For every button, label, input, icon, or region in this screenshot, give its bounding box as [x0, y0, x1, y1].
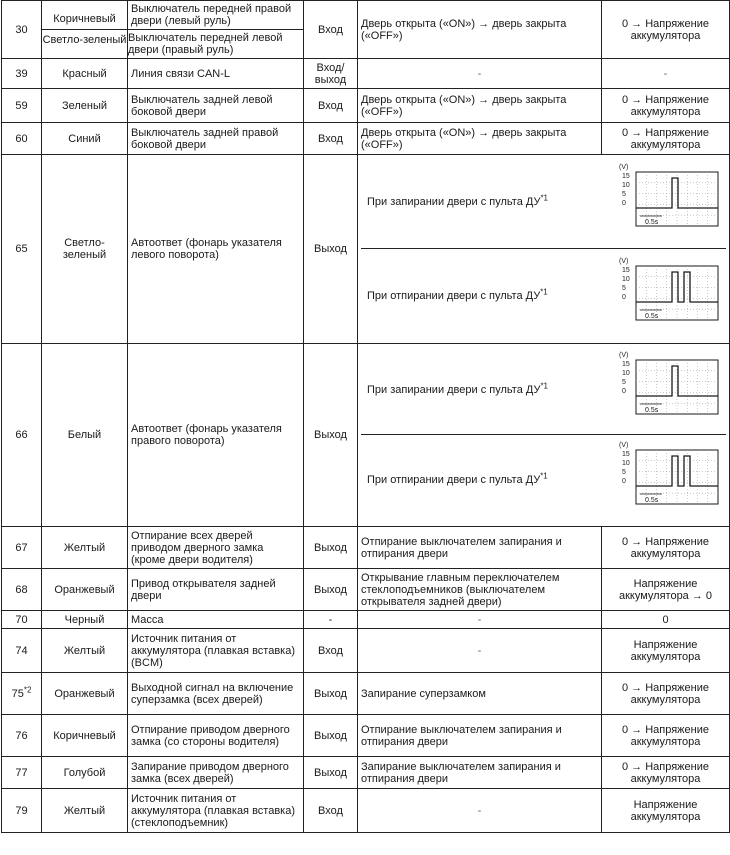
scope-tick-label: 15 — [622, 173, 630, 180]
wire-color: Желтый — [42, 789, 128, 833]
wire-color: Голубой — [42, 757, 128, 789]
pin-number: 68 — [2, 569, 42, 611]
reference-value: 0 → Напряжение аккумулятора — [602, 89, 730, 123]
table-row — [2, 123, 730, 155]
signal-direction: Выход — [304, 715, 358, 757]
wire-color: Оранжевый — [42, 569, 128, 611]
wire-color: Зеленый — [42, 89, 128, 123]
scope-tick-label: 5 — [622, 191, 626, 198]
wire-color: Коричневый — [42, 715, 128, 757]
scope-tick-label: 10 — [622, 275, 630, 283]
waveform-subrow — [361, 156, 726, 248]
wire-color-b: Светло-зеленый — [42, 29, 128, 50]
waveform-scope-icon — [618, 350, 722, 430]
pin-number: 59 — [2, 89, 42, 123]
reference-value: 0 → Напряжение аккумулятора — [602, 715, 730, 757]
table-row — [2, 673, 730, 715]
signal-direction: Вход — [304, 789, 358, 833]
scope-tick-label: 5 — [622, 469, 626, 476]
signal-name: Линия связи CAN-L — [128, 59, 304, 89]
scope-tick-label: 0 — [622, 293, 626, 301]
pin-number: 79 — [2, 789, 42, 833]
signal-direction: Выход — [304, 757, 358, 789]
signal-name: Отпирание приводом дверного замка (со стороны водителя) — [128, 715, 304, 757]
signal-name: Источник питания от аккумулятора (плавкая вставка) (BCM) — [128, 629, 304, 673]
waveform-cell — [358, 155, 730, 344]
waveform-subrow — [361, 345, 726, 434]
scope-tick-label: 15 — [622, 266, 630, 274]
signal-direction: Выход — [304, 527, 358, 569]
scope-scale-label: 0.5s — [645, 312, 659, 320]
scope-tick-label: 0 — [622, 478, 626, 485]
pin-number: 67 — [2, 527, 42, 569]
measure-condition: - — [358, 611, 602, 629]
pin-number: 39 — [2, 59, 42, 89]
pin-number: 65 — [2, 155, 42, 344]
reference-value: 0 → Напряжение аккумулятора — [602, 527, 730, 569]
measure-condition: - — [358, 59, 602, 89]
wire-color: Желтый — [42, 527, 128, 569]
scope-scale-label: 0.5s — [645, 497, 659, 504]
pin-number: 74 — [2, 629, 42, 673]
wire-color: Синий — [42, 123, 128, 155]
signal-direction: Вход — [304, 1, 358, 59]
signal-name: Выходной сигнал на включение суперзамка (всех дверей) — [128, 673, 304, 715]
signal-direction: Вход — [304, 123, 358, 155]
measure-condition: Дверь открыта («ON») → дверь закрыта («OFF») — [358, 89, 602, 123]
scope-tick-label: 10 — [622, 182, 630, 189]
scope-unit-label: (V) — [619, 257, 629, 265]
table-row — [2, 757, 730, 789]
table-row — [2, 59, 730, 89]
measure-condition: - — [358, 789, 602, 833]
waveform-scope-icon — [618, 440, 722, 520]
wire-color: Светло-зеленый — [42, 155, 128, 344]
table-row — [2, 789, 730, 833]
wire-color: Оранжевый — [42, 673, 128, 715]
pin-number: 30 — [2, 1, 42, 59]
reference-value: - — [602, 59, 730, 89]
table-row — [2, 715, 730, 757]
pin-number: 66 — [2, 344, 42, 527]
table-row — [2, 611, 730, 629]
scope-tick-label: 0 — [622, 387, 626, 395]
signal-name: Выключатель задней правой боковой двери — [128, 123, 304, 155]
reference-value: Напряжение аккумулятора — [602, 629, 730, 673]
measure-condition: Запирание суперзамком — [358, 673, 602, 715]
table-row — [2, 629, 730, 673]
scope-scale-label: 0.5s — [645, 219, 659, 226]
table-row — [2, 155, 730, 344]
pin-number: 76 — [2, 715, 42, 757]
measure-condition: При запирании двери с пульта ДУ$^{*1}$ — [367, 380, 548, 396]
table-row — [2, 527, 730, 569]
table-row — [2, 344, 730, 527]
scope-unit-label: (V) — [619, 351, 629, 359]
signal-name: Автоответ (фонарь указателя правого поворота) — [128, 344, 304, 527]
signal-name: Выключатель задней левой боковой двери — [128, 89, 304, 123]
waveform-scope-icon — [618, 162, 722, 242]
table-row — [2, 1, 730, 59]
signal-direction: Выход — [304, 344, 358, 527]
signal-name-b: Выключатель передней левой двери (правый руль) — [128, 29, 304, 58]
scope-tick-label: 15 — [622, 451, 630, 458]
signal-direction: Выход — [304, 155, 358, 344]
measure-condition: При отпирании двери с пульта ДУ$^{*1}$ — [367, 286, 548, 302]
scope-tick-label: 10 — [622, 369, 630, 377]
scope-unit-label: (V) — [619, 442, 629, 449]
table-row — [2, 569, 730, 611]
measure-condition: При запирании двери с пульта ДУ$^{*1}$ — [367, 193, 548, 208]
reference-value: 0 → Напряжение аккумулятора — [602, 757, 730, 789]
signal-name-a: Выключатель передней правой двери (левый руль) — [131, 3, 292, 27]
measure-condition: Отпирание выключателем запирания и отпирания двери — [358, 527, 602, 569]
pin-number: 70 — [2, 611, 42, 629]
scope-tick-label: 10 — [622, 460, 630, 467]
measure-condition: - — [358, 629, 602, 673]
reference-value: 0 — [602, 611, 730, 629]
connector-pin-table — [1, 0, 730, 833]
signal-name: Запирание приводом дверного замка (всех дверей) — [128, 757, 304, 789]
signal-name: Масса — [128, 611, 304, 629]
signal-name: Автоответ (фонарь указателя левого поворота) — [128, 155, 304, 344]
pin-number: 75$^{*2}$ — [2, 673, 42, 715]
signal-direction: Вход/выход — [304, 59, 358, 89]
signal-direction: Выход — [304, 673, 358, 715]
reference-value: Напряжение аккумулятора → 0 — [602, 569, 730, 611]
measure-condition: Дверь открыта («ON») → дверь закрыта («OFF») — [358, 1, 602, 59]
wire-color: Белый — [42, 344, 128, 527]
pin-number: 60 — [2, 123, 42, 155]
signal-name: Привод открывателя задней двери — [128, 569, 304, 611]
wire-color: Желтый — [42, 629, 128, 673]
measure-condition: Дверь открыта («ON») → дверь закрыта («OFF») — [358, 123, 602, 155]
wire-color-a: Коричневый — [53, 13, 116, 25]
measure-condition: Открывание главным переключателем стеклоподъемников (выключателем открывателя задней двери) — [358, 569, 602, 611]
waveform-subrow — [361, 434, 726, 525]
signal-direction: - — [304, 611, 358, 629]
reference-value: 0 → Напряжение аккумулятора — [602, 673, 730, 715]
scope-unit-label: (V) — [619, 164, 629, 171]
signal-name — [128, 1, 304, 59]
table-row — [2, 89, 730, 123]
signal-direction: Выход — [304, 569, 358, 611]
scope-tick-label: 15 — [622, 360, 630, 368]
wire-color — [42, 1, 128, 59]
pin-number: 77 — [2, 757, 42, 789]
signal-direction: Вход — [304, 629, 358, 673]
measure-condition: При отпирании двери с пульта ДУ$^{*1}$ — [367, 471, 548, 486]
wire-color: Черный — [42, 611, 128, 629]
measure-condition: Отпирание выключателем запирания и отпирания двери — [358, 715, 602, 757]
signal-name: Отпирание всех дверей приводом дверного замка (кроме двери водителя) — [128, 527, 304, 569]
reference-value: 0 → Напряжение аккумулятора — [602, 123, 730, 155]
scope-tick-label: 5 — [622, 284, 626, 292]
signal-name: Источник питания от аккумулятора (плавкая вставка) (стеклоподъемник) — [128, 789, 304, 833]
reference-value: Напряжение аккумулятора — [602, 789, 730, 833]
waveform-cell — [358, 344, 730, 527]
wire-color: Красный — [42, 59, 128, 89]
waveform-subrow — [361, 248, 726, 342]
waveform-scope-icon — [618, 256, 722, 336]
scope-tick-label: 0 — [622, 200, 626, 207]
signal-direction: Вход — [304, 89, 358, 123]
reference-value: 0 → Напряжение аккумулятора — [602, 1, 730, 59]
scope-tick-label: 5 — [622, 378, 626, 386]
measure-condition: Запирание выключателем запирания и отпирания двери — [358, 757, 602, 789]
scope-scale-label: 0.5s — [645, 406, 659, 414]
